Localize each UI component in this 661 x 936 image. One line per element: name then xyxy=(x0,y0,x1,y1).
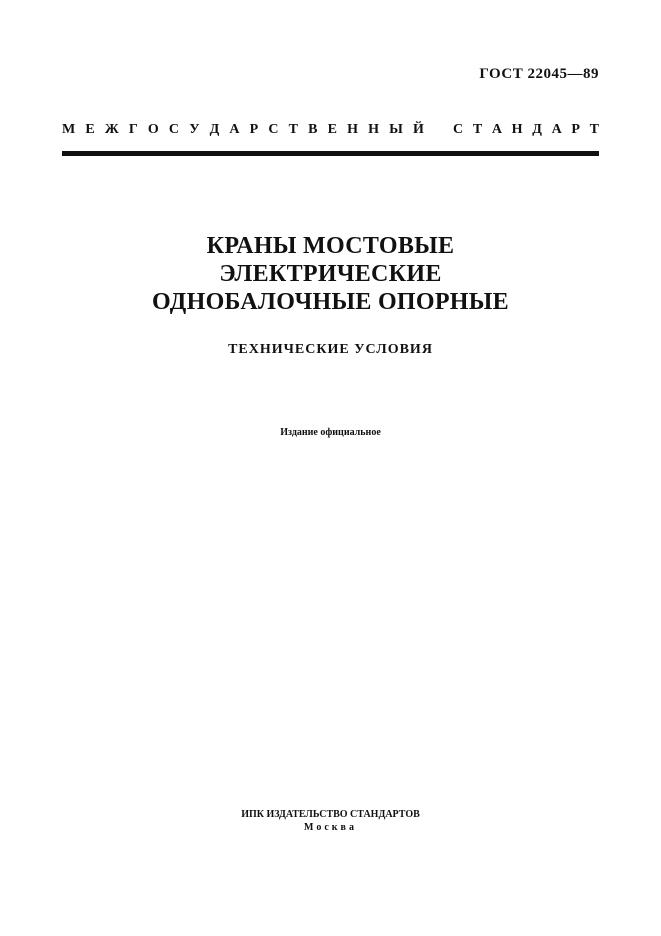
heading-letter: А xyxy=(491,122,502,137)
heading-letter: Е xyxy=(85,122,95,137)
heading-letter: С xyxy=(453,122,464,137)
standard-type-heading xyxy=(62,122,599,138)
heading-letter: Г xyxy=(128,122,138,137)
edition-note: Издание официальное xyxy=(280,427,381,438)
title-line-1: КРАНЫ МОСТОВЫЕ xyxy=(206,233,455,259)
heading-letter: Н xyxy=(368,122,379,137)
heading-letter: Н xyxy=(511,122,523,137)
document-subtitle: ТЕХНИЧЕСКИЕ УСЛОВИЯ xyxy=(228,342,433,357)
standard-type-word-1 xyxy=(62,122,424,138)
heading-letter: А xyxy=(551,122,562,137)
heading-letter: Д xyxy=(532,122,542,137)
publisher-name: ИПК ИЗДАТЕЛЬСТВО СТАНДАРТОВ xyxy=(241,809,420,820)
publisher-city: Москва xyxy=(304,822,357,833)
heading-letter: В xyxy=(308,122,318,137)
heading-letter: У xyxy=(189,122,200,137)
heading-letter: Р xyxy=(571,122,580,137)
heading-letter: Е xyxy=(327,122,337,137)
heading-letter: Т xyxy=(288,122,298,137)
standard-type-word-2 xyxy=(453,122,599,138)
heading-letter: Р xyxy=(249,122,259,137)
heading-letter: Ж xyxy=(104,122,119,137)
heading-letter: Т xyxy=(472,122,483,137)
heading-letter: Й xyxy=(413,122,424,137)
heading-letter: С xyxy=(268,122,279,137)
title-line-2: ЭЛЕКТРИЧЕСКИЕ xyxy=(219,261,442,287)
heading-letter: Н xyxy=(347,122,358,137)
document-title xyxy=(0,232,661,316)
heading-letter: А xyxy=(229,122,240,137)
heading-letter: Т xyxy=(589,122,599,137)
heading-letter: Ы xyxy=(389,122,403,137)
publisher-block xyxy=(0,808,661,834)
header-rule xyxy=(62,151,599,156)
heading-letter: О xyxy=(147,122,159,137)
heading-letter: Д xyxy=(209,122,220,137)
heading-letter: С xyxy=(168,122,180,137)
title-line-3: ОДНОБАЛОЧНЫЕ ОПОРНЫЕ xyxy=(152,289,509,315)
document-number: ГОСТ 22045—89 xyxy=(479,66,599,82)
heading-letter: М xyxy=(62,122,76,137)
